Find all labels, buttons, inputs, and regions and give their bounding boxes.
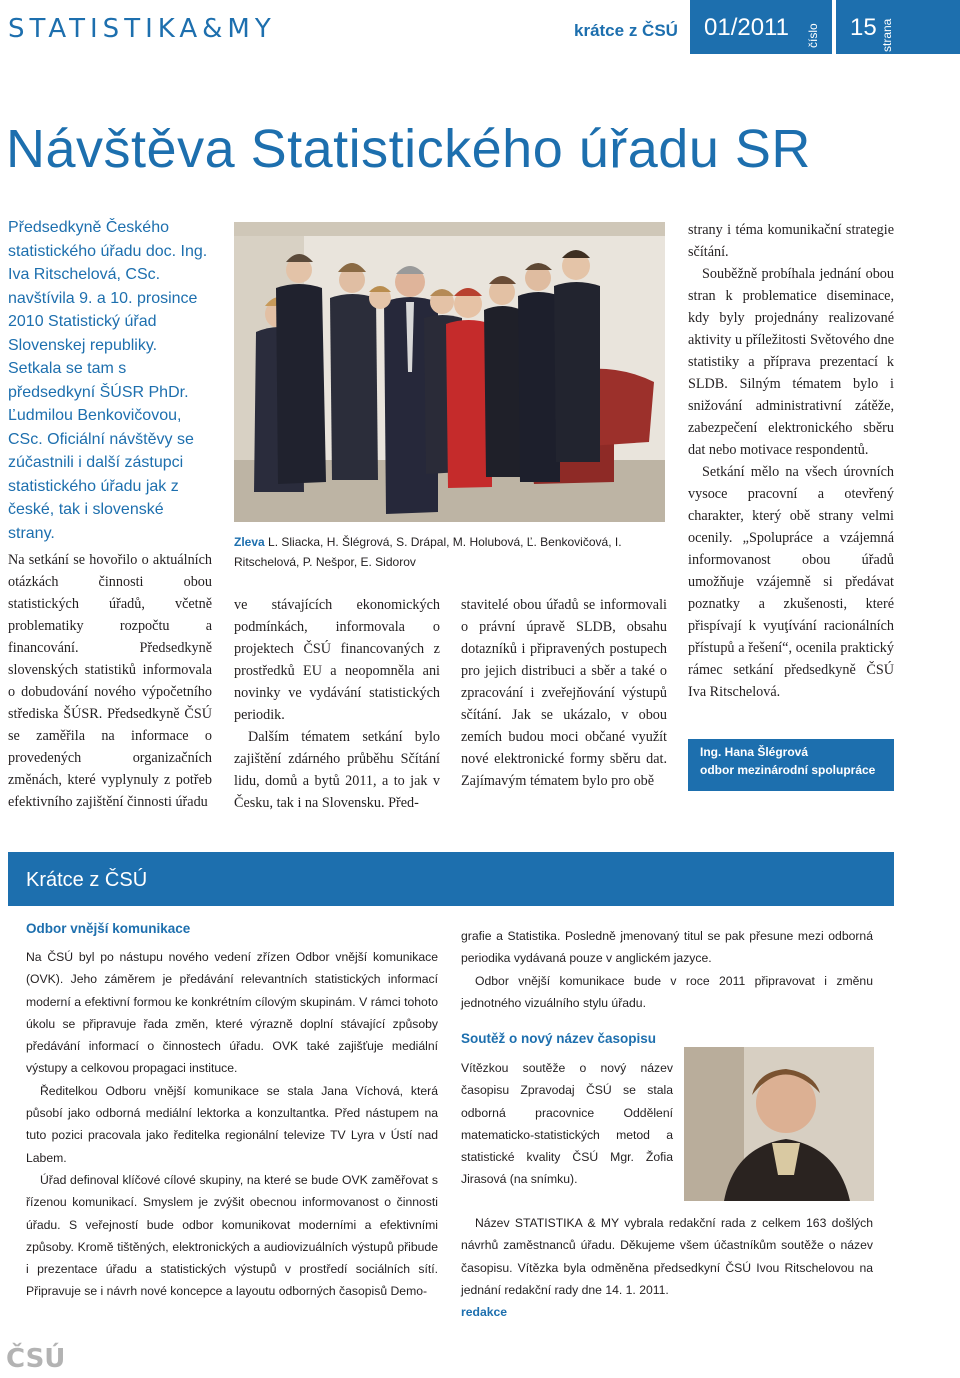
caption-names: L. Sliacka, H. Šlégrová, S. Drápal, M. Holubová, Ľ. Benkovičová, I. Ritschelová, P. Nešpor, E. Sidorov — [234, 535, 622, 569]
issue-label: číslo — [806, 23, 820, 48]
author-name: Ing. Hana Šlégrová — [700, 745, 809, 759]
body-column-4 — [688, 219, 894, 703]
subsection-3-text: Vítězkou soutěže o nový název časopisu Zpravodaj ČSÚ se stala odborná pracovnice Oddělení matematicko-statistických metod a statistické kvality ČSÚ Mgr. Žofia Jirasová (na snímku). — [461, 1061, 673, 1187]
subsection-1-text — [26, 946, 438, 1303]
group-photo — [234, 222, 665, 522]
portrait-photo — [684, 1047, 874, 1201]
col4-paragraph-1: strany i téma komunikační strategie sčítání. — [688, 222, 894, 260]
article-title: Návštěva Statistického úřadu SR — [6, 119, 811, 179]
author-department: odbor mezinárodní spolupráce — [700, 763, 876, 777]
sub1-paragraph-2: Ředitelkou Odboru vnější komunikace se stala Jana Víchová, která působí jako odborná mediální lektorka a konzultantka. Před nástupem na tuto pozici pracovala jako ředitelka regionální televize TV Lyra v Ústí nad Labem. — [26, 1083, 438, 1165]
person-5 — [369, 286, 391, 309]
issue-number: 01/2011 — [704, 14, 789, 41]
subsection-heading-1: Odbor vnější komunikace — [26, 921, 191, 936]
page-number: 15 — [850, 14, 877, 41]
sub2-paragraph-1: grafie a Statistika. Posledně jmenovaný titul se pak přesune mezi odborná periodika vydávaná pouze v anglickém jazyce. — [461, 929, 873, 966]
subsection-2-text — [461, 925, 873, 1014]
sub1-paragraph-1: Na ČSÚ byl po nástupu nového vedení zřízen Odbor vnější komunikace (OVK). Jeho záměrem je předávání relevantních statistických informací moderní a efektivní formou ke konkrétním cílovým skupinám. V rámci tohoto úkolu se připravuje řada změn, které výrazně doplní stávající způsoby předávání informací o činnostech úřadu. OVK také zajišťuje mediální výstupy a celkovou propagaci instituce. — [26, 950, 438, 1076]
col4-paragraph-2: Souběžně probíhala jednání obou stran k problematice diseminace, kdy byly projednány realizované aktivity u příležitosti Světového dne statistiky a příprava prezentací k SLDB. Silným tématem bylo i snižování administrativní zátěže, zabezpečení elektronického sběru dat nebo motivace respondentů. — [688, 266, 894, 458]
sub1-paragraph-3: Úřad definoval klíčové cílové skupiny, na které se bude OVK zaměřovat s řízenou komunikací. Smyslem je zvýšit obecnou informovanost o činnosti úřadu. S veřejností bude odbor komunikovat moderními a efektivními způsoby. Kromě tištěných, elektronických a audiovizuálních výstupů přibude i prezentace úřadu a statistických výstupů v prostředí sociálních sítí. Připravuje se i návrh nové koncepce a layoutu odborných časopisů Demo- — [26, 1172, 438, 1299]
col4-paragraph-3: Setkání mělo na všech úrovních vysoce pracovní a otevřený charakter, který obě strany velmi ocenily. „Spolupráce a vzájemná informovanost obou úřadů umožňuje vzájemně si předávat poznatky a zkušenosti, které přispívají k vyuţívání racionálních přístupů a řešení“, ocenila praktický rámec setkání předsedkyně ČSÚ Iva Ritschelová. — [688, 464, 894, 700]
sub3-paragraph-2: Název STATISTIKA & MY vybrala redakční rada z celkem 163 došlých návrhů zaměstnanců úřadu. Děkujeme všem účastníkům soutěže o název časopisu. Vítězka byla odměněna předsedkyní ČSÚ Ivou Ritschelovou na jednání redakční rady dne 14. 1. 2011. — [461, 1216, 873, 1297]
sub2-paragraph-2: Odbor vnější komunikace bude v roce 2011 připravovat i změnu jednotného vizuálního stylu úřadu. — [461, 973, 873, 1010]
footer-logo: ČSÚ — [6, 1344, 66, 1374]
section-title: Krátce z ČSÚ — [26, 869, 148, 891]
photo-caption — [234, 532, 674, 572]
body-column-1: Na setkání se hovořilo o aktuálních otázkách činnosti obou statistických úřadů, včetně problematiky rozpočtu a financování. Předsedkyně slovenských statistiků informovala o dobudování nového výpočetního střediska ŠÚSR. Předsedkyně ČSÚ se zaměřila na informace o provedených organizačních změnách, které vyplynuly z potřeb efektivního zajištění činnosti úřadu — [8, 552, 212, 810]
subsection-4-text — [461, 1212, 873, 1323]
col2-paragraph-1: ve stávajících ekonomických podmínkách, informovala o projektech ČSÚ financovaných z prostředků EU a neopomněla ani novinky ve vydávání statistických periodik. — [234, 597, 440, 723]
page-label: strana — [880, 18, 894, 52]
header-section-label: krátce z ČSÚ — [574, 21, 678, 40]
body-column-2 — [234, 594, 440, 814]
body-column-3: stavitelé obou úřadů se informovali o právní úpravě SLDB, obsahu dotazníků i připravených postupech pro jejich distribuci a sběr a také o zpracování i zveřejňování výstupů sčítání. Jak se ukázalo, v obou zemích budou moci občané využít nové elektronické formy sběru dat. Zajímavým tématem bylo pro obě — [461, 597, 667, 789]
person-9 — [518, 263, 560, 482]
caption-prefix: Zleva — [234, 535, 265, 549]
subsection-heading-3: Soutěž o nový název časopisu — [461, 1031, 657, 1046]
col2-paragraph-2: Dalším tématem setkání bylo zajištění zdárného průběhu Sčítání lidu, domů a bytů 2011, a to jak v Česku, tak i na Slovensku. Před- — [234, 729, 440, 811]
article-lead: Předsedkyně Českého statistického úřadu doc. Ing. Iva Ritschelová, CSc. navštívila 9. a 10. prosince 2010 Statistický úřad Slovenskej republiky. Setkala se tam s předsedkyní ŠÚSR PhDr. Ľudmilou Benkovičovou, CSc. Oficiální návštěvy se zúčastnili i další zástupci statistického úřadu jak z české, tak i slovenské strany. — [8, 219, 208, 542]
brand-logo: STATISTIKA&MY — [8, 14, 276, 44]
person-2 — [276, 254, 326, 484]
signature: redakce — [461, 1305, 508, 1320]
